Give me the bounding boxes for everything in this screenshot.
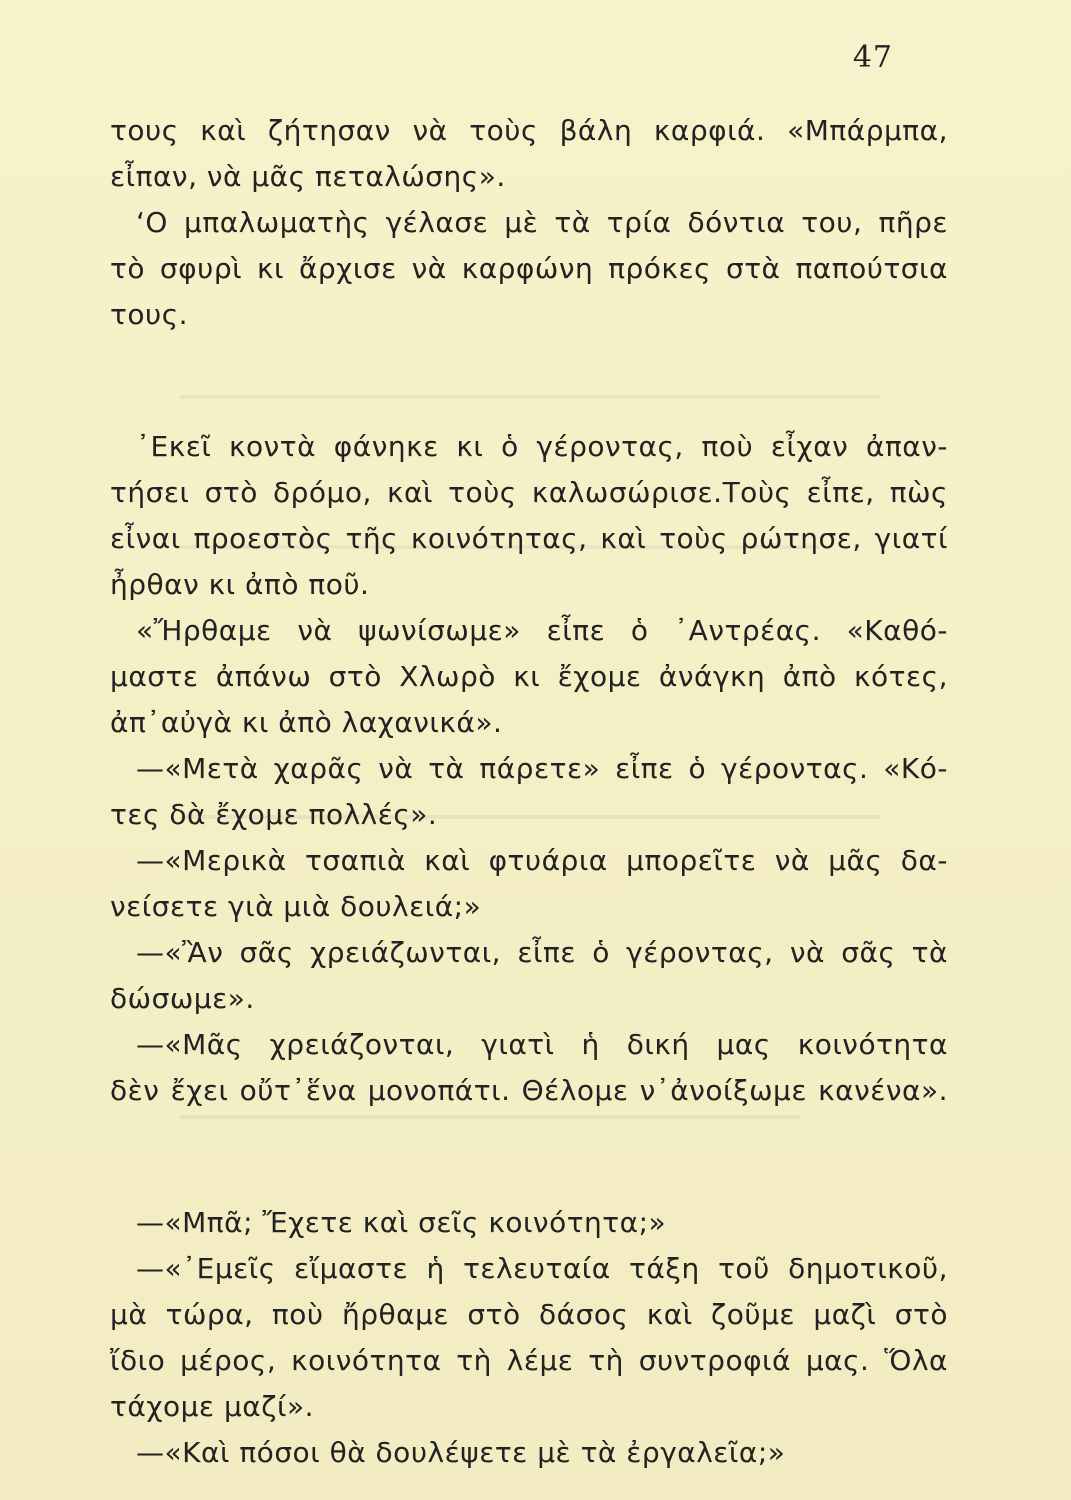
page-body-text bbox=[110, 108, 948, 1476]
text-line: εἶναι προεστὸς τῆς κοινότητας, καὶ τοὺς ρώτησε, γιατί bbox=[110, 522, 948, 555]
text-line: τες δὰ ἔχομε πολλές». bbox=[110, 798, 438, 831]
text-line: «Ἤρθαμε νὰ ψωνίσωμε» εἶπε ὁ ᾽Αντρέας. «Καθό- bbox=[136, 614, 948, 647]
text-line: μὰ τώρα, ποὺ ἤρθαμε στὸ δάσος καὶ ζοῦμε μαζὶ στὸ bbox=[110, 1298, 948, 1331]
text-line: τους. bbox=[110, 298, 189, 331]
text-line: —«Καὶ πόσοι θὰ δουλέψετε μὲ τὰ ἐργαλεῖα;» bbox=[136, 1436, 786, 1469]
text-line: ᾽Εκεῖ κοντὰ φάνηκε κι ὁ γέροντας, ποὺ εἶχαν ἀπαν- bbox=[136, 430, 948, 463]
text-line: —«Μετὰ χαρᾶς νὰ τὰ πάρετε» εἶπε ὁ γέροντας. «Κό- bbox=[136, 752, 948, 785]
text-line: μαστε ἀπάνω στὸ Χλωρὸ κι ἔχομε ἀνάγκη ἀπὸ κότες, bbox=[110, 660, 948, 693]
text-line: τὸ σφυρὶ κι ἄρχισε νὰ καρφώνη πρόκες στὰ παπούτσια bbox=[110, 252, 948, 285]
text-line: δώσωμε». bbox=[110, 982, 255, 1015]
text-line: —«Μᾶς χρειάζονται, γιατὶ ἡ δική μας κοινότητα bbox=[136, 1028, 948, 1061]
text-line: ἦρθαν κι ἀπὸ ποῦ. bbox=[110, 568, 370, 601]
text-line: εἶπαν, νὰ μᾶς πεταλώσης». bbox=[110, 160, 506, 193]
text-line: ‘Ο μπαλωματὴς γέλασε μὲ τὰ τρία δόντια του, πῆρε bbox=[136, 206, 948, 239]
page-number: 47 bbox=[852, 40, 893, 75]
text-line: —«Ἂν σᾶς χρειάζωνται, εἶπε ὁ γέροντας, νὰ σᾶς τὰ bbox=[136, 936, 948, 969]
text-line: τήσει στὸ δρόμο, καὶ τοὺς καλωσώρισε.Τοὺς εἶπε, πὼς bbox=[110, 476, 948, 509]
text-line: δὲν ἔχει οὔτ᾽ἕνα μονοπάτι. Θέλομε ν᾽ἀνοίξωμε κανένα». bbox=[110, 1074, 948, 1107]
text-line: τάχομε μαζί». bbox=[110, 1390, 314, 1423]
text-line: νείσετε γιὰ μιὰ δουλειά;» bbox=[110, 890, 482, 923]
text-line: τους καὶ ζήτησαν νὰ τοὺς βάλη καρφιά. «Μπάρμπα, bbox=[110, 114, 948, 147]
text-line: —«Μπᾶ; Ἔχετε καὶ σεῖς κοινότητα;» bbox=[136, 1206, 667, 1239]
paragraph-gap bbox=[110, 1114, 948, 1200]
text-line: —«Μερικὰ τσαπιὰ καὶ φτυάρια μπορεῖτε νὰ μᾶς δα- bbox=[136, 844, 948, 877]
paragraph-gap bbox=[110, 338, 948, 424]
text-line: ἀπ᾽αὐγὰ κι ἀπὸ λαχανικά». bbox=[110, 706, 503, 739]
text-line: —«᾽Εμεῖς εἴμαστε ἡ τελευταία τάξη τοῦ δημοτικοῦ, bbox=[136, 1252, 948, 1285]
text-line: ἴδιο μέρος, κοινότητα τὴ λέμε τὴ συντροφιά μας. Ὅλα bbox=[110, 1344, 948, 1377]
